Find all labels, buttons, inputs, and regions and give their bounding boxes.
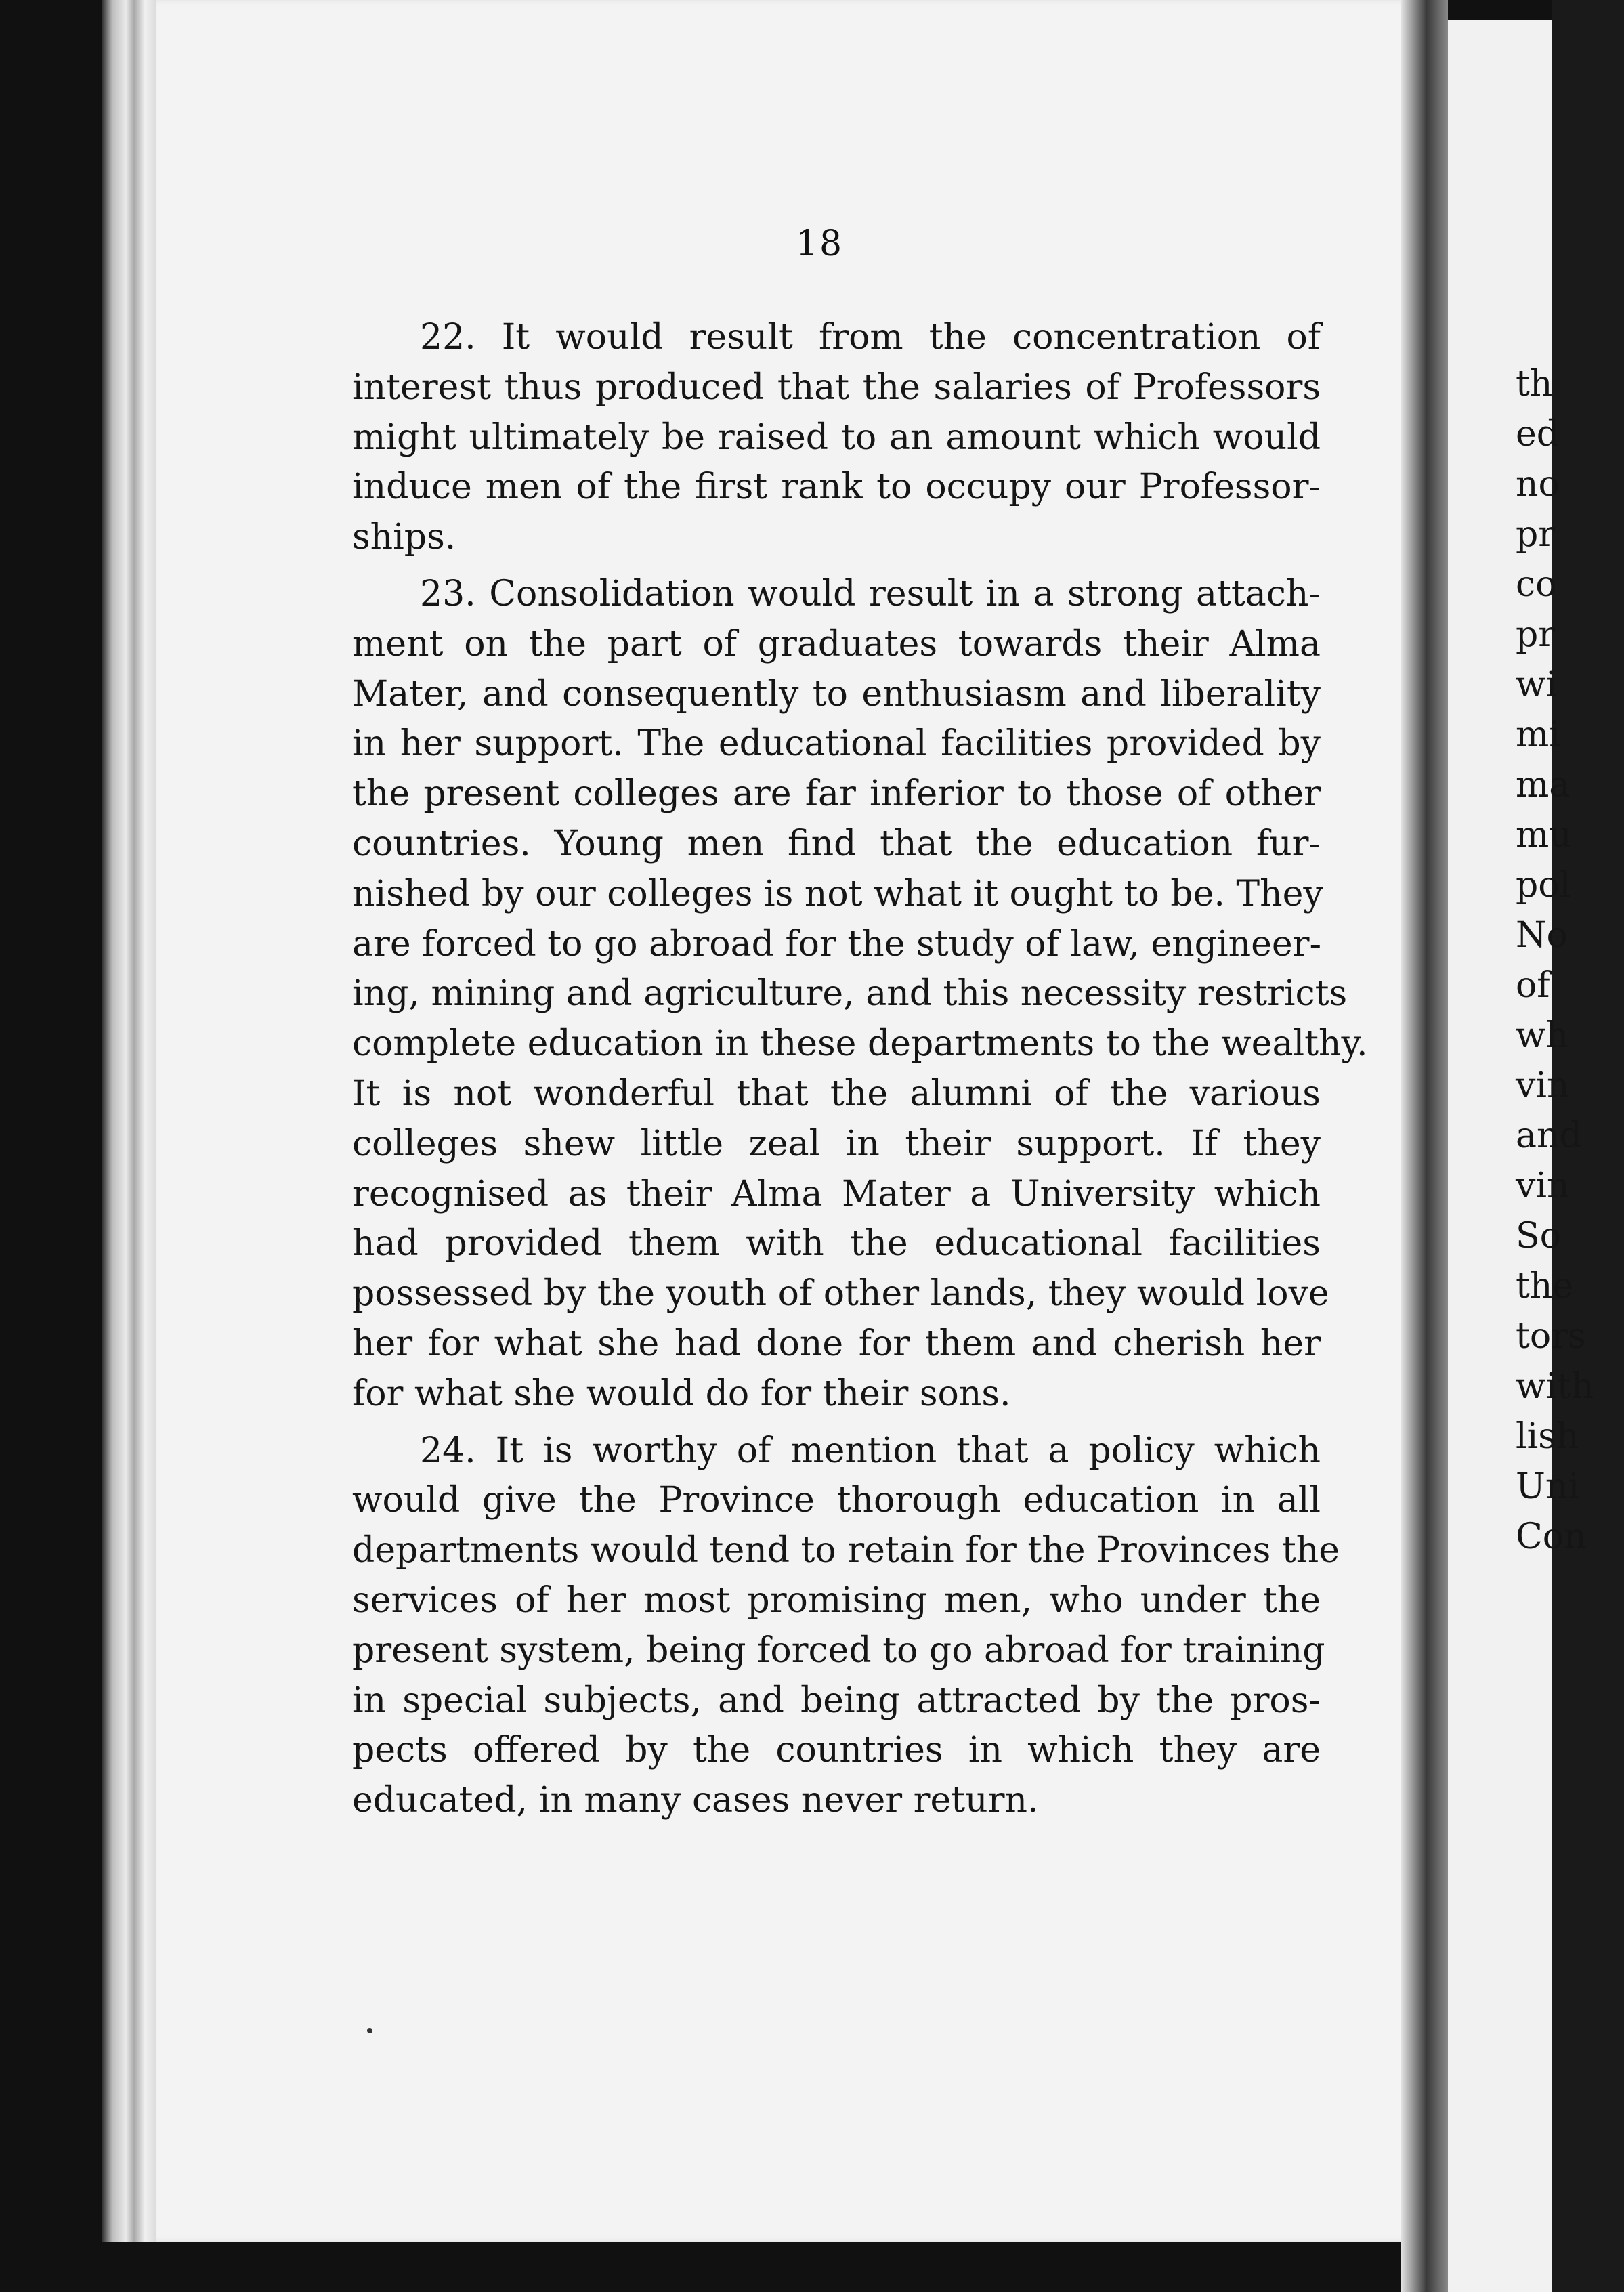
text-line: complete education in these departments to the wealthy. (352, 1023, 1368, 1065)
facing-line: ma (1516, 765, 1570, 805)
book-gutter (1401, 0, 1448, 2292)
text-line: educated, in many cases never return. (352, 1780, 1039, 1821)
facing-line: pr (1516, 514, 1556, 555)
text-line: interest thus produced that the salaries of Professors (352, 366, 1321, 408)
facing-line: wi (1516, 664, 1558, 705)
facing-line: tors (1516, 1316, 1586, 1357)
facing-line: with (1516, 1366, 1594, 1407)
body-text (352, 313, 1368, 1833)
text-line: for what she would do for their sons. (352, 1373, 1011, 1414)
text-line: Mater, and consequently to enthusiasm and liberality (352, 673, 1321, 715)
facing-line: the (1516, 1266, 1574, 1307)
text-line: pects offered by the countries in which they are (352, 1730, 1321, 1771)
paragraph-24 (352, 1426, 1340, 1826)
text-line: ment on the part of graduates towards their Alma (352, 623, 1321, 664)
facing-line: pol (1516, 865, 1571, 906)
facing-line: vin (1516, 1166, 1570, 1206)
text-line: services of her most promising men, who under the (352, 1579, 1321, 1621)
text-line: colleges shew little zeal in their support. If they (352, 1123, 1321, 1164)
facing-line: So (1516, 1216, 1561, 1256)
speck (367, 2028, 372, 2033)
text-line: countries. Young men find that the education fur- (352, 823, 1321, 864)
text-line: in special subjects, and being attracted by the pros- (352, 1680, 1321, 1721)
text-line: It is not wonderful that the alumni of the various (352, 1073, 1321, 1114)
facing-line: wh (1516, 1015, 1568, 1056)
facing-line: mi (1516, 715, 1560, 755)
text-line: had provided them with the educational facilities (352, 1223, 1321, 1265)
text-line: ing, mining and agriculture, and this necessity restricts (352, 973, 1348, 1015)
text-line: present system, being forced to go abroad for training (352, 1630, 1325, 1671)
text-line: nished by our colleges is not what it ought to be. They (352, 873, 1323, 914)
facing-line: No (1516, 915, 1568, 956)
facing-line: Con (1516, 1516, 1587, 1557)
facing-line: no (1516, 464, 1560, 505)
facing-line: pr (1516, 614, 1556, 655)
facing-line: vin (1516, 1065, 1570, 1106)
top-border-right (1448, 0, 1552, 20)
facing-line: ed (1516, 414, 1560, 454)
bottom-border (102, 2242, 1429, 2292)
facing-line: lish (1516, 1416, 1579, 1457)
text-line: induce men of the first rank to occupy our Professor- (352, 467, 1321, 508)
text-line: departments would tend to retain for the Provinces the (352, 1530, 1340, 1571)
text-line: her for what she had done for them and cherish her (352, 1323, 1321, 1364)
facing-line: mu (1516, 815, 1572, 855)
text-line: might ultimately be raised to an amount which would (352, 417, 1321, 458)
text-line: 22. It would result from the concentration of (420, 317, 1321, 358)
text-line: in her support. The educational facilities provided by (352, 723, 1321, 765)
page-number: 18 (795, 224, 844, 264)
text-line: possessed by the youth of other lands, they would love (352, 1273, 1329, 1315)
facing-line: th (1516, 364, 1553, 404)
facing-line: co (1516, 564, 1557, 605)
book-left-edge (102, 0, 156, 2292)
text-line: are forced to go abroad for the study of law, engineer- (352, 923, 1322, 964)
facing-page-text (1516, 359, 1624, 1562)
text-line: the present colleges are far inferior to those of other (352, 773, 1321, 815)
text-line: ships. (352, 517, 456, 558)
paragraph-22 (352, 313, 1321, 563)
facing-line: and (1516, 1116, 1582, 1156)
text-line: recognised as their Alma Mater a University which (352, 1173, 1321, 1214)
left-margin (0, 0, 102, 2292)
text-line: would give the Province thorough education in all (352, 1480, 1321, 1521)
text-line: 23. Consolidation would result in a strong attach- (420, 573, 1321, 614)
facing-line: Uni (1516, 1466, 1579, 1507)
facing-line: of (1516, 965, 1550, 1006)
paragraph-23 (352, 570, 1368, 1420)
text-line: 24. It is worthy of mention that a policy which (420, 1430, 1321, 1471)
